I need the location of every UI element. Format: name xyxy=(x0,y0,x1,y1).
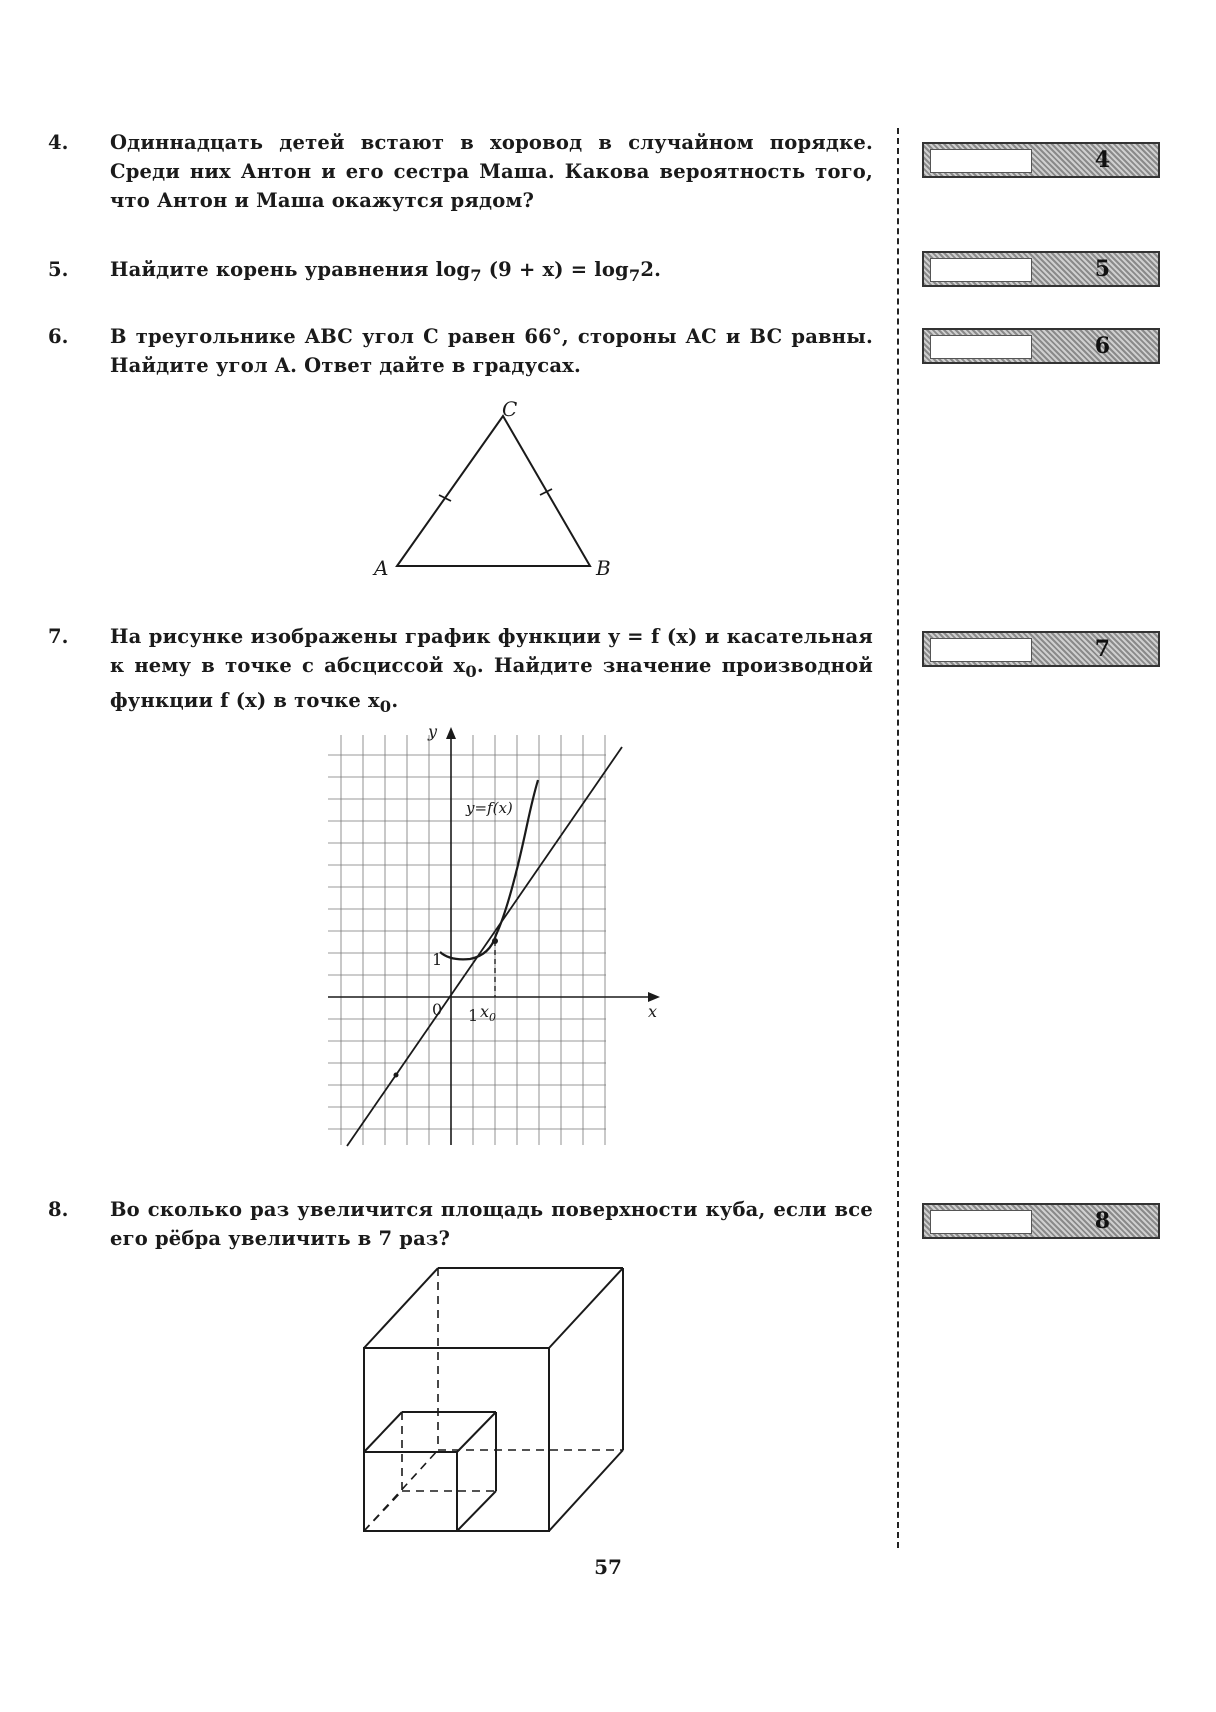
label-x0: $x_0$ xyxy=(480,1002,497,1024)
answer-box-7 xyxy=(922,631,1160,667)
answer-field[interactable] xyxy=(930,335,1032,359)
cut-line xyxy=(897,128,899,1548)
problem-number: 4. xyxy=(48,131,69,154)
problem-text: Во сколько раз увеличится площадь поверхности куба, если все его рёбра увеличить в 7 раз? xyxy=(110,1198,873,1250)
triangle-shape xyxy=(397,416,590,566)
tangent-point xyxy=(492,938,498,944)
small-hidden-diagonal xyxy=(364,1491,402,1531)
answer-field[interactable] xyxy=(930,258,1032,282)
answer-field[interactable] xyxy=(930,638,1032,662)
answer-box-number: 4 xyxy=(1094,147,1110,173)
curve-label: y=f(x) xyxy=(466,799,513,817)
answer-box-4 xyxy=(922,142,1160,178)
page-number: 57 xyxy=(594,1555,622,1579)
x-axis-arrow xyxy=(648,992,660,1002)
grid xyxy=(328,735,606,1145)
cubes-diagram xyxy=(355,1262,640,1532)
label-one-x: 1 xyxy=(468,1006,479,1025)
answer-field[interactable] xyxy=(930,149,1032,173)
answer-field[interactable] xyxy=(930,1210,1032,1234)
problem-number: 5. xyxy=(48,258,69,281)
triangle-diagram xyxy=(370,397,630,580)
answer-box-number: 6 xyxy=(1094,333,1110,359)
problem-text: В треугольнике ABC угол C равен 66°, стороны AC и BC равны. Найдите угол A. Ответ дайте в градусах. xyxy=(110,325,873,377)
label-c: C xyxy=(502,397,518,421)
problem-number: 6. xyxy=(48,325,69,348)
problem-text: Одиннадцать детей встают в хоровод в случайном порядке. Среди них Антон и его сестра Маша. Какова вероятность того, что Антон и Маша окажутся рядом? xyxy=(110,131,873,212)
answer-box-8 xyxy=(922,1203,1160,1239)
small-cube-front xyxy=(364,1452,457,1531)
label-b: B xyxy=(596,556,611,580)
answer-box-5 xyxy=(922,251,1160,287)
tick-ac xyxy=(439,495,451,501)
problem-text: На рисунке изображены график функции y = f (x) и касательная к нему в точке с абсциссой $x_0$. Найдите значение производной функции f (x) в точке $x_0$. xyxy=(110,625,874,716)
label-y: y xyxy=(428,722,438,741)
label-one-y: 1 xyxy=(432,950,443,969)
label-origin: 0 xyxy=(432,1000,443,1019)
label-x: x xyxy=(648,1002,658,1021)
problem-text: Найдите корень уравнения $\log_7 (9 + x) = \log_72$. xyxy=(110,258,662,285)
line-point xyxy=(394,1073,399,1078)
problem-number: 7. xyxy=(48,625,69,648)
y-axis-arrow xyxy=(446,727,456,739)
answer-box-number: 5 xyxy=(1094,256,1110,282)
answer-box-6 xyxy=(922,328,1160,364)
problem-number: 8. xyxy=(48,1198,69,1221)
answer-box-number: 7 xyxy=(1094,636,1110,662)
answer-box-number: 8 xyxy=(1094,1208,1110,1234)
label-a: A xyxy=(374,556,389,580)
function-graph xyxy=(320,722,670,1150)
